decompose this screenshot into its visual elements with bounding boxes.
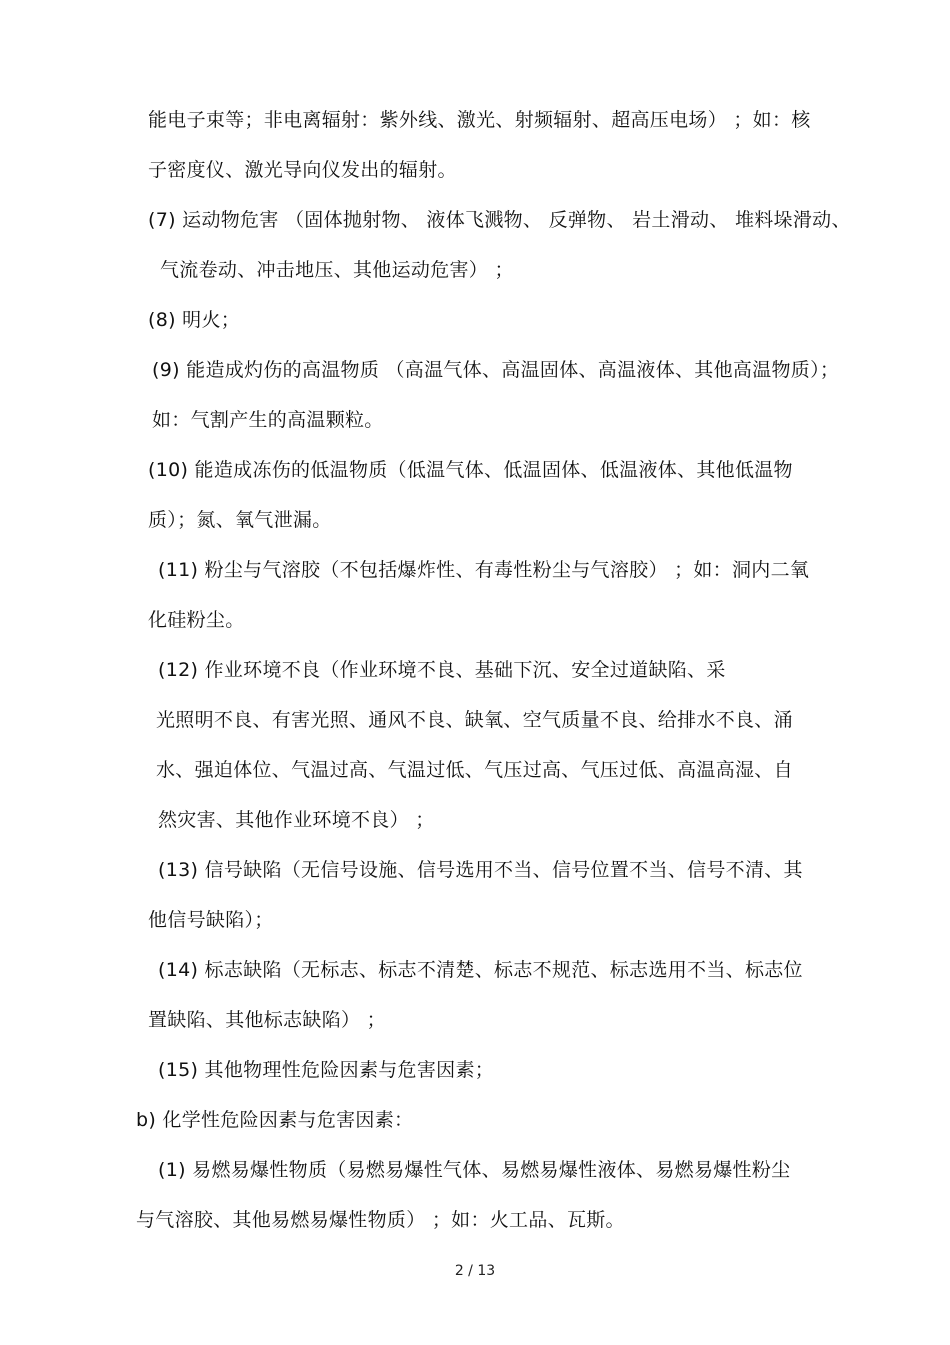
text-line: (14) 标志缺陷（无标志、标志不清楚、标志不规范、标志选用不当、标志位	[158, 959, 803, 981]
page-number: 2 / 13	[454, 1263, 496, 1279]
text-line: (1) 易燃易爆性物质（易燃易爆性气体、易燃易爆性液体、易燃易爆性粉尘	[158, 1159, 791, 1181]
text-line: 水、强迫体位、气温过高、气温过低、气压过高、气压过低、高温高湿、自	[156, 759, 793, 781]
text-line: 化硅粉尘。	[148, 609, 245, 631]
text-line: 如：气割产生的高温颗粒。	[152, 409, 384, 431]
text-line: 质）；氮、氧气泄漏。	[148, 509, 332, 531]
text-line: (11) 粉尘与气溶胶（不包括爆炸性、有毒性粉尘与气溶胶） ；如：洞内二氧	[158, 559, 810, 581]
text-line: (15) 其他物理性危险因素与危害因素；	[158, 1059, 495, 1081]
text-line: 能电子束等；非电离辐射：紫外线、激光、射频辐射、超高压电场） ；如：核	[148, 109, 811, 131]
text-line: 置缺陷、其他标志缺陷） ；	[148, 1009, 386, 1031]
text-line: 然灾害、其他作业环境不良） ；	[158, 809, 435, 831]
text-line: (9) 能造成灼伤的高温物质 （高温气体、高温固体、高温液体、其他高温物质）；	[152, 359, 840, 381]
section-heading: b) 化学性危险因素与危害因素：	[136, 1109, 414, 1131]
text-line: 气流卷动、冲击地压、其他运动危害） ；	[160, 259, 514, 281]
text-line: (8) 明火；	[148, 309, 241, 331]
text-line: 与气溶胶、其他易燃易爆性物质） ；如：火工品、瓦斯。	[136, 1209, 625, 1231]
text-line: (7) 运动物危害 （固体抛射物、 液体飞溅物、 反弹物、 岩土滑动、 堆料垛滑动、	[148, 209, 851, 231]
text-line: (12) 作业环境不良（作业环境不良、基础下沉、安全过道缺陷、采	[158, 659, 726, 681]
text-line: (10) 能造成冻伤的低温物质（低温气体、低温固体、低温液体、其他低温物	[148, 459, 793, 481]
text-line: 他信号缺陷）；	[148, 909, 274, 931]
text-line: (13) 信号缺陷（无信号设施、信号选用不当、信号位置不当、信号不清、其	[158, 859, 803, 881]
text-line: 子密度仪、激光导向仪发出的辐射。	[148, 159, 457, 181]
text-line: 光照明不良、有害光照、通风不良、缺氧、空气质量不良、给排水不良、涌	[156, 709, 793, 731]
